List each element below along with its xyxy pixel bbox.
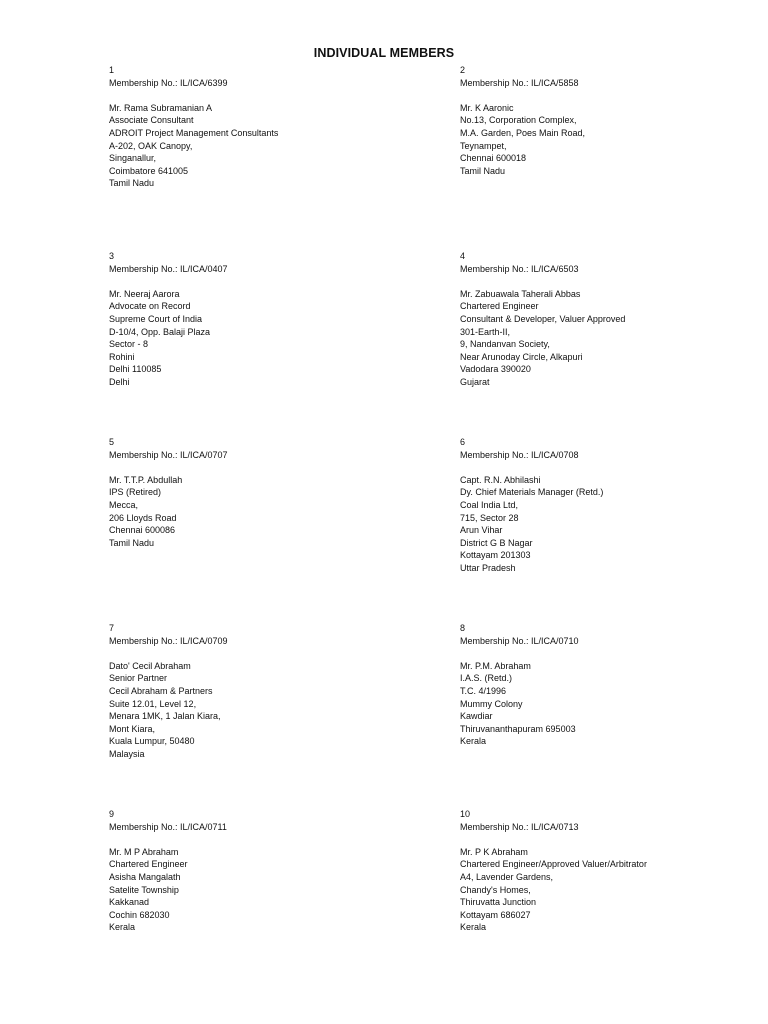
address-line: Cecil Abraham & Partners	[109, 685, 213, 696]
address-line: Satelite Township	[109, 884, 179, 895]
member-number: 6	[460, 437, 466, 447]
member-name: Mr. P K Abraham	[460, 846, 528, 857]
membership-label: Membership No.:	[460, 263, 532, 274]
member-number: 2	[460, 65, 466, 75]
address-line: Thiruvatta Junction	[460, 897, 537, 908]
membership-label: Membership No.:	[460, 635, 532, 646]
membership-number-line	[109, 263, 409, 276]
address-line: A4, Lavender Gardens,	[460, 871, 554, 882]
address-line: Suite 12.01, Level 12,	[109, 698, 197, 709]
address-line: Kawdiar	[460, 711, 493, 722]
address-line: Asisha Mangalath	[109, 871, 181, 882]
membership-number-line	[460, 635, 760, 648]
membership-number-line	[109, 77, 409, 90]
address-line: Coal India Ltd,	[460, 499, 519, 510]
address-line: 9, Nandanvan Society,	[460, 339, 550, 350]
membership-label: Membership No.:	[109, 77, 181, 88]
address-line: Kerala	[109, 922, 136, 933]
address-line: Chartered Engineer	[460, 301, 539, 312]
member-name: Mr. Rama Subramanian A	[109, 102, 213, 113]
member-number: 4	[460, 251, 466, 261]
membership-number-line	[109, 821, 409, 834]
address-line: Sector - 8	[109, 339, 149, 350]
address-line: Kerala	[460, 736, 487, 747]
member-entry	[460, 622, 760, 748]
membership-number: IL/ICA/0709	[180, 635, 228, 646]
address-line: D-10/4, Opp. Balaji Plaza	[109, 326, 211, 337]
address-line: T.C. 4/1996	[460, 685, 507, 696]
member-entry	[109, 250, 409, 389]
membership-label: Membership No.:	[460, 77, 532, 88]
membership-label: Membership No.:	[460, 821, 532, 832]
address-line: Teynampet,	[460, 140, 507, 151]
member-name: Mr. Neeraj Aarora	[109, 288, 180, 299]
member-name: Mr. P.M. Abraham	[460, 660, 531, 671]
address-line: Delhi	[109, 376, 130, 387]
member-entry	[109, 622, 409, 761]
membership-label: Membership No.:	[109, 449, 181, 460]
address-line: Kuala Lumpur, 50480	[109, 736, 195, 747]
address-line: Near Arunoday Circle, Alkapuri	[460, 351, 583, 362]
address-line: Chartered Engineer/Approved Valuer/Arbitrator	[460, 859, 647, 870]
address-line: Senior Partner	[109, 673, 168, 684]
membership-number: IL/ICA/0713	[531, 821, 579, 832]
address-line: Gujarat	[460, 376, 490, 387]
address-line: Thiruvananthapuram 695003	[460, 723, 576, 734]
member-entry	[109, 64, 409, 190]
member-name: Mr. T.T.P. Abdullah	[109, 474, 183, 485]
member-number: 7	[109, 623, 115, 633]
address-line: Coimbatore 641005	[109, 165, 189, 176]
member-entry	[109, 436, 409, 549]
member-entry	[109, 808, 409, 934]
address-line: Menara 1MK, 1 Jalan Kiara,	[109, 711, 221, 722]
membership-number: IL/ICA/0708	[531, 449, 579, 460]
member-entry	[460, 250, 760, 389]
member-number: 8	[460, 623, 466, 633]
member-name: Mr. M P Abraham	[109, 846, 179, 857]
address-line: Tamil Nadu	[109, 537, 155, 548]
membership-label: Membership No.:	[109, 635, 181, 646]
address-line: Consultant & Developer, Valuer Approved	[460, 313, 626, 324]
address-line: No.13, Corporation Complex,	[460, 115, 577, 126]
address-line: Tamil Nadu	[460, 165, 506, 176]
membership-number: IL/ICA/0710	[531, 635, 579, 646]
membership-number: IL/ICA/0711	[180, 821, 227, 832]
membership-number: IL/ICA/6503	[531, 263, 579, 274]
member-number: 9	[109, 809, 115, 819]
membership-number: IL/ICA/5858	[531, 77, 579, 88]
address-line: Rohini	[109, 351, 135, 362]
membership-number: IL/ICA/6399	[180, 77, 228, 88]
membership-number: IL/ICA/0707	[180, 449, 228, 460]
membership-number-line	[460, 821, 760, 834]
address-line: I.A.S. (Retd.)	[460, 673, 513, 684]
member-name: Capt. R.N. Abhilashi	[460, 474, 541, 485]
address-line: Vadodara 390020	[460, 364, 531, 375]
address-line: Dy. Chief Materials Manager (Retd.)	[460, 487, 604, 498]
member-name: Mr. Zabuawala Taherali Abbas	[460, 288, 581, 299]
address-line: Advocate on Record	[109, 301, 191, 312]
address-line: District G B Nagar	[460, 537, 533, 548]
address-line: ADROIT Project Management Consultants	[109, 127, 279, 138]
membership-number-line	[460, 263, 760, 276]
address-line: Chandy's Homes,	[460, 884, 531, 895]
member-name: Mr. K Aaronic	[460, 102, 514, 113]
address-line: Delhi 110085	[109, 364, 162, 375]
address-line: Uttar Pradesh	[460, 562, 516, 573]
membership-number: IL/ICA/0407	[180, 263, 228, 274]
address-line: Supreme Court of India	[109, 313, 203, 324]
address-line: M.A. Garden, Poes Main Road,	[460, 127, 586, 138]
address-line: A-202, OAK Canopy,	[109, 140, 193, 151]
address-line: Kottayam 686027	[460, 909, 531, 920]
membership-label: Membership No.:	[460, 449, 532, 460]
address-line: Chennai 600018	[460, 153, 527, 164]
address-line: Mummy Colony	[460, 698, 523, 709]
address-line: Mont Kiara,	[109, 723, 156, 734]
member-entry	[460, 808, 760, 934]
membership-number-line	[460, 77, 760, 90]
membership-label: Membership No.:	[109, 263, 181, 274]
address-line: Chartered Engineer	[109, 859, 188, 870]
address-line: Kerala	[460, 922, 487, 933]
address-line: Cochin 682030	[109, 909, 170, 920]
address-line: 715, Sector 28	[460, 512, 519, 523]
member-name: Dato' Cecil Abraham	[109, 660, 191, 671]
member-number: 10	[460, 809, 471, 819]
membership-number-line	[109, 449, 409, 462]
address-line: Tamil Nadu	[109, 178, 155, 189]
address-line: Singanallur,	[109, 153, 157, 164]
address-line: Chennai 600086	[109, 525, 176, 536]
address-line: IPS (Retired)	[109, 487, 162, 498]
member-number: 3	[109, 251, 115, 261]
address-line: Mecca,	[109, 499, 139, 510]
member-entry	[460, 436, 760, 575]
member-number: 5	[109, 437, 115, 447]
member-entry	[460, 64, 760, 177]
page-title: INDIVIDUAL MEMBERS	[313, 46, 455, 60]
address-line: Arun Vihar	[460, 525, 503, 536]
address-line: 301-Earth-II,	[460, 326, 511, 337]
membership-number-line	[109, 635, 409, 648]
membership-label: Membership No.:	[109, 821, 181, 832]
address-line: Kottayam 201303	[460, 550, 531, 561]
address-line: 206 Lloyds Road	[109, 512, 177, 523]
address-line: Associate Consultant	[109, 115, 194, 126]
member-number: 1	[109, 65, 115, 75]
address-line: Kakkanad	[109, 897, 150, 908]
membership-number-line	[460, 449, 760, 462]
address-line: Malaysia	[109, 748, 145, 759]
